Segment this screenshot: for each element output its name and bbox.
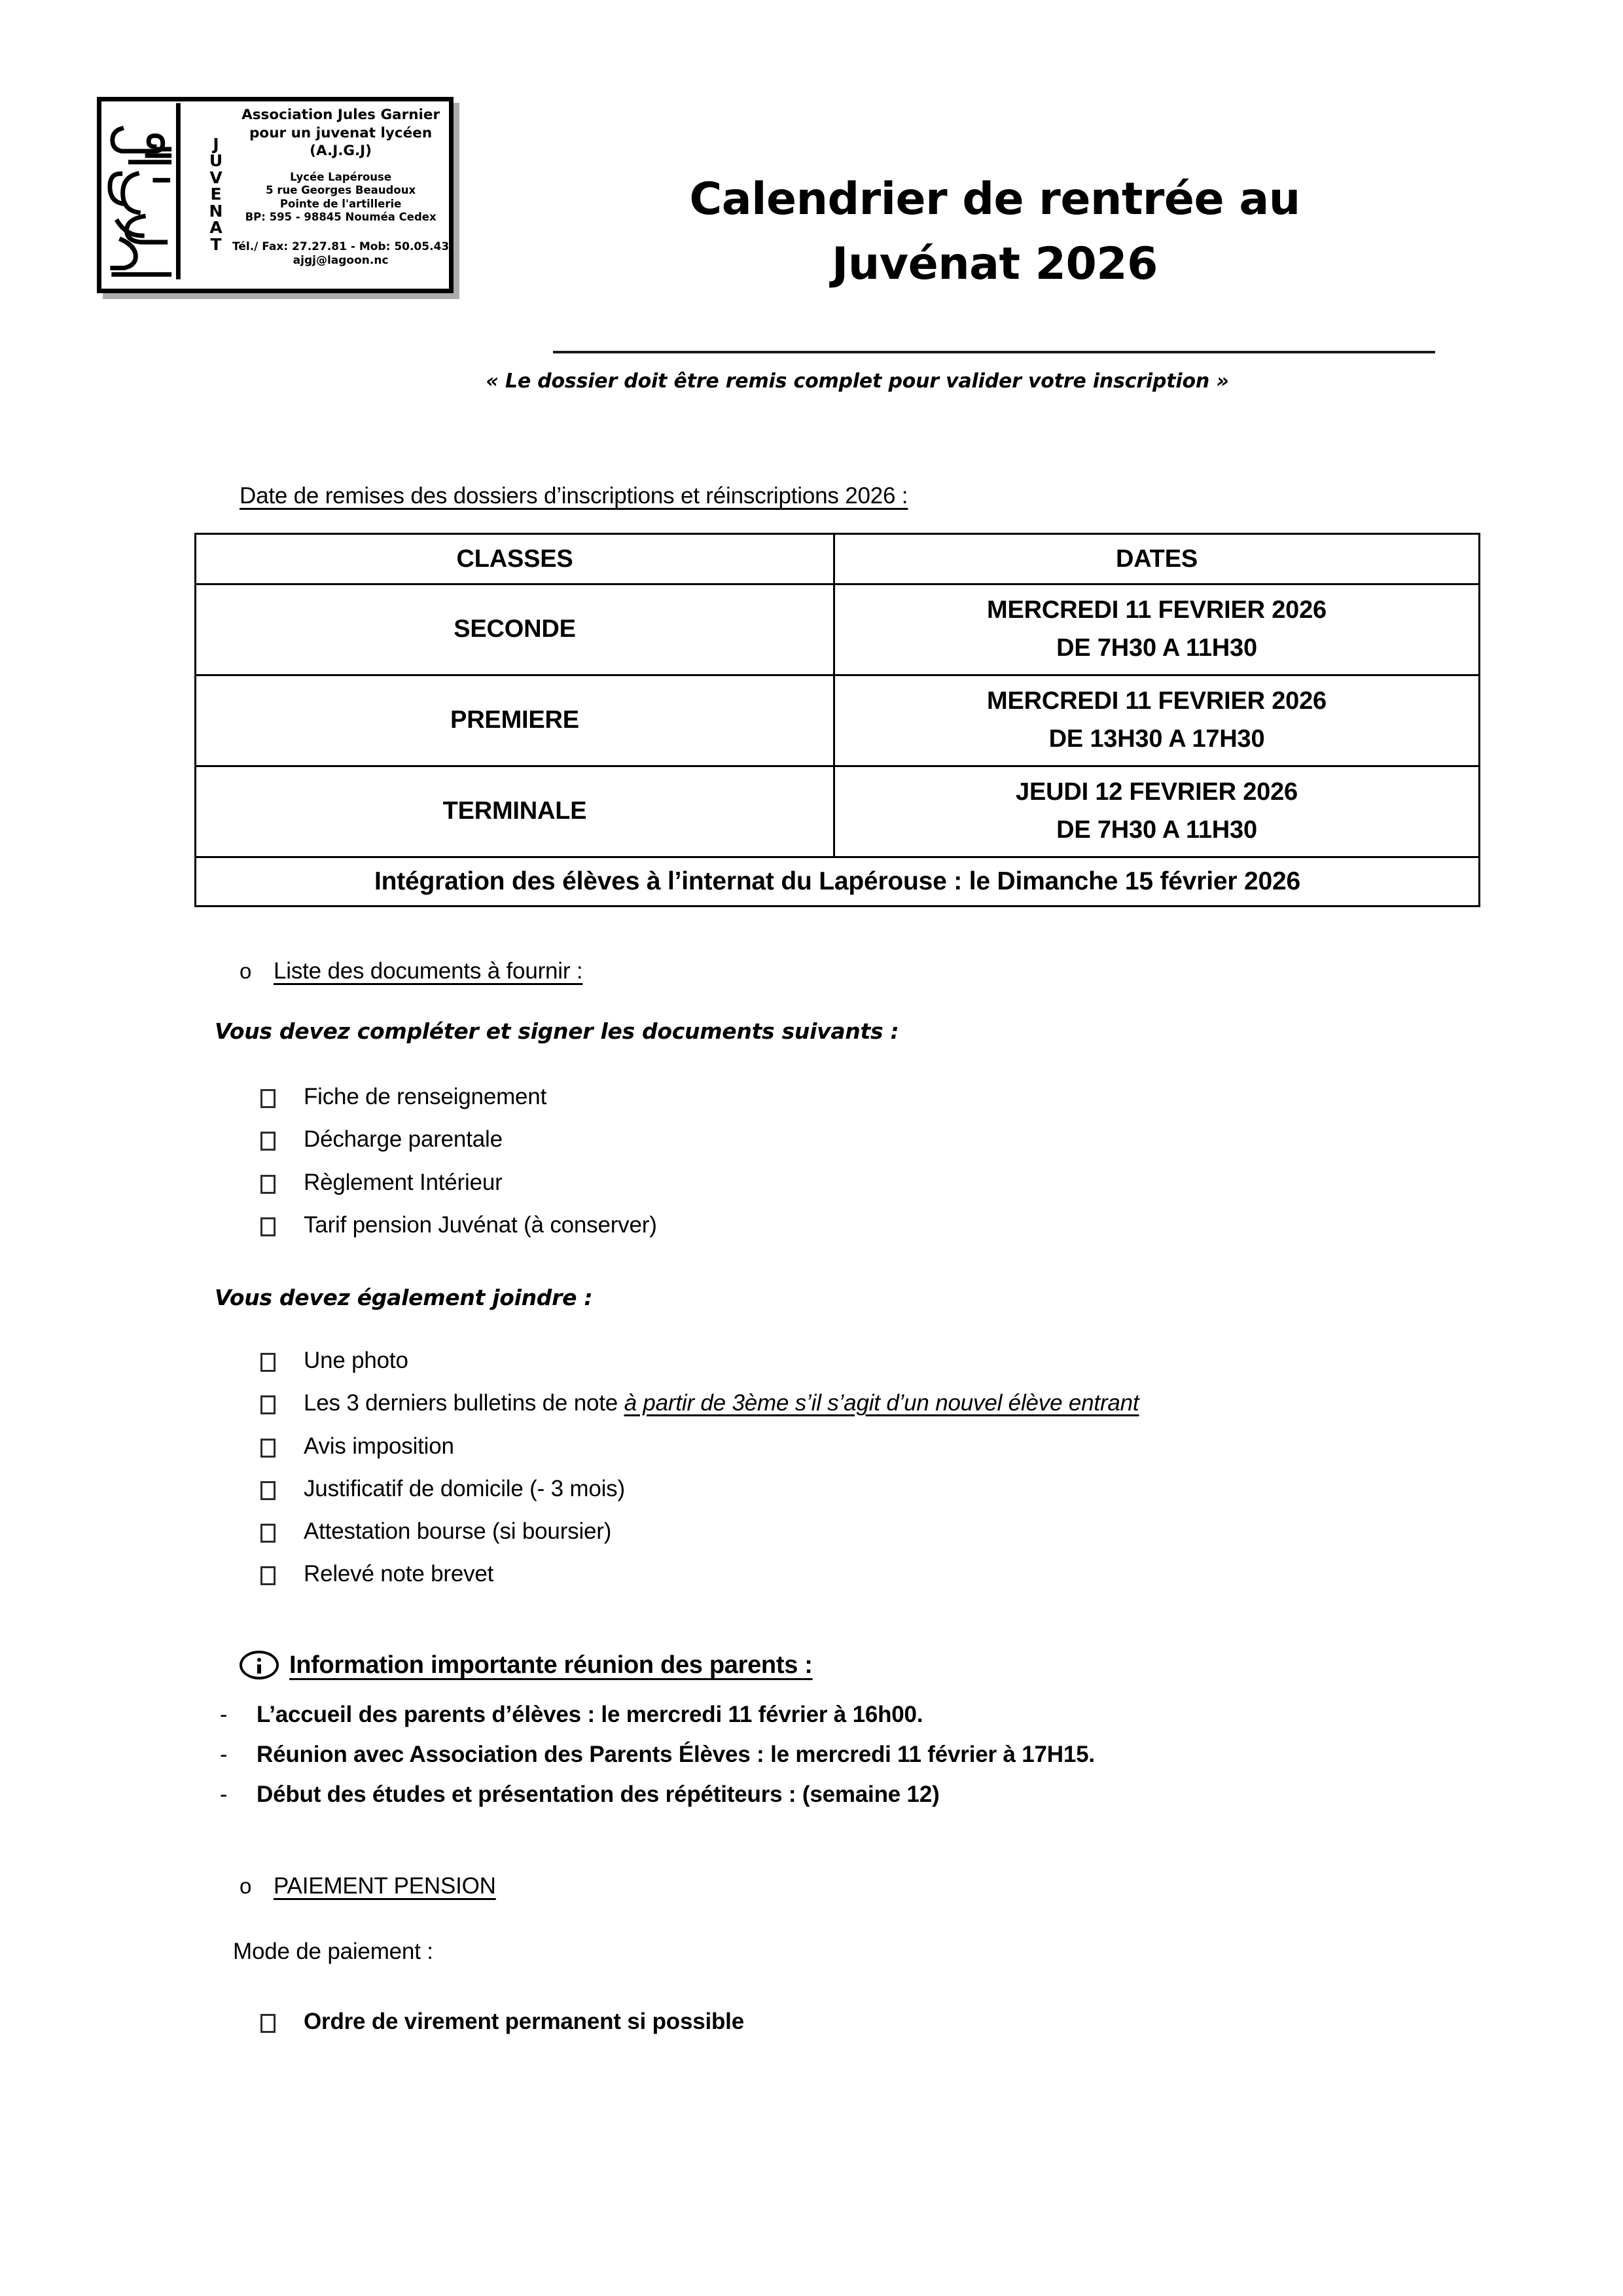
payment-methods-list	[260, 2008, 744, 2051]
section-documents-label: Liste des documents à fournir :	[274, 958, 583, 984]
checkbox-icon[interactable]	[260, 1126, 304, 1151]
logo-email-line: ajgj@lagoon.nc	[293, 253, 389, 267]
list-item-label: Ordre de virement permanent si possible	[304, 2009, 744, 2034]
logo-text-block	[231, 101, 454, 289]
section-payment-heading	[240, 1873, 496, 1899]
table-row	[196, 675, 1480, 766]
cell-classe: SECONDE	[196, 584, 834, 675]
logo-letter: J	[213, 134, 219, 154]
payment-mode-label: Mode de paiement :	[233, 1939, 433, 1964]
table-row	[196, 766, 1480, 857]
logo-org-line-1: Association Jules Garnier	[241, 107, 440, 123]
column-header-dates: DATES	[834, 534, 1480, 584]
list-item	[260, 1126, 657, 1153]
list-item	[220, 1702, 1095, 1728]
list-item	[260, 1211, 657, 1238]
checkbox-icon[interactable]	[260, 1518, 304, 1543]
list-item-label: Début des études et présentation des répétiteurs : (semaine 12)	[257, 1782, 940, 1807]
cell-date-line-1: MERCREDI 11 FEVRIER 2026	[987, 687, 1327, 715]
table-header-row	[196, 534, 1480, 584]
checkbox-icon[interactable]	[260, 1347, 304, 1372]
information-list	[220, 1702, 1095, 1821]
cell-classe: PREMIERE	[196, 675, 834, 766]
document-header	[0, 0, 1623, 419]
information-heading	[240, 1651, 813, 1679]
checkbox-icon[interactable]	[260, 1083, 304, 1108]
checkbox-icon[interactable]	[260, 1560, 304, 1585]
checkbox-icon[interactable]	[260, 2008, 304, 2033]
list-item-label: Décharge parentale	[304, 1126, 503, 1153]
documents-group2-list	[260, 1347, 1139, 1604]
circle-bullet-icon: o	[240, 1874, 252, 1898]
cell-date	[834, 584, 1480, 675]
list-item-label: Relevé note brevet	[304, 1561, 494, 1587]
cell-date-line-2: DE 7H30 A 11H30	[1056, 634, 1257, 662]
logo-address-line-3: Pointe de l'artillerie	[279, 197, 402, 210]
logo-letter: T	[210, 234, 222, 254]
dash-bullet-icon: -	[220, 1702, 228, 1727]
cell-integration-note: Intégration des élèves à l’internat du Lapérouse : le Dimanche 15 février 2026	[196, 857, 1480, 906]
list-item	[260, 1560, 1139, 1587]
page-title	[553, 167, 1436, 297]
page-title-line-1: Calendrier de rentrée au	[689, 173, 1300, 225]
list-item	[260, 1390, 1139, 1416]
list-item	[260, 2008, 744, 2035]
list-item	[260, 1518, 1139, 1545]
logo-vertical-word	[201, 101, 231, 289]
logo-letter: U	[209, 151, 223, 171]
checkbox-icon[interactable]	[260, 1390, 304, 1414]
circle-bullet-icon: o	[240, 959, 252, 983]
list-item-label: Règlement Intérieur	[304, 1169, 503, 1195]
schedule-intro: Date de remises des dossiers d’inscriptions et réinscriptions 2026 :	[240, 483, 908, 509]
cell-date-line-1: JEUDI 12 FEVRIER 2026	[1016, 778, 1298, 806]
list-item-label: Attestation bourse (si boursier)	[304, 1518, 612, 1545]
page-subtitle: « Le dossier doit être remis complet pour valider votre inscription »	[486, 370, 1229, 393]
logo-letter: E	[210, 185, 222, 204]
title-divider	[553, 351, 1435, 353]
kanak-totem-glyph-icon	[101, 101, 201, 289]
page-title-line-2: Juvénat 2026	[832, 238, 1158, 291]
list-item-label: Réunion avec Association des Parents Élèves : le mercredi 11 février à 17H15.	[257, 1742, 1095, 1767]
section-documents-heading	[240, 958, 582, 984]
dash-bullet-icon: -	[220, 1782, 228, 1807]
cell-date	[834, 675, 1480, 766]
logo-letter: N	[209, 201, 223, 221]
association-logo-card	[97, 97, 454, 293]
cell-date	[834, 766, 1480, 857]
list-item-emphasis: à partir de 3ème s’il s’agit d’un nouvel élève entrant	[624, 1390, 1139, 1416]
cell-classe: TERMINALE	[196, 766, 834, 857]
cell-date-line-2: DE 7H30 A 11H30	[1056, 816, 1257, 844]
list-item	[260, 1475, 1139, 1502]
checkbox-icon[interactable]	[260, 1169, 304, 1194]
list-item-label: Fiche de renseignement	[304, 1084, 547, 1109]
list-item	[220, 1742, 1095, 1768]
logo-abbreviation: (A.J.G.J)	[310, 143, 372, 160]
logo-address-line-1: Lycée Lapérouse	[290, 170, 392, 183]
logo-letter: V	[209, 168, 223, 187]
list-item	[220, 1782, 1095, 1808]
column-header-classes: CLASSES	[196, 534, 834, 584]
list-item-label: Avis imposition	[304, 1433, 454, 1459]
checkbox-icon[interactable]	[260, 1433, 304, 1458]
logo-address-line-4: BP: 595 - 98845 Nouméa Cedex	[245, 210, 437, 223]
cell-date-line-2: DE 13H30 A 17H30	[1048, 725, 1265, 753]
info-circle-icon	[240, 1651, 279, 1679]
checkbox-icon[interactable]	[260, 1475, 304, 1500]
list-item-label: L’accueil des parents d’élèves : le mercredi 11 février à 16h00.	[257, 1702, 923, 1727]
documents-group2-lead: Vous devez également joindre :	[215, 1285, 593, 1310]
logo-phone-line: Tél./ Fax: 27.27.81 - Mob: 50.05.43	[232, 240, 450, 254]
table-row	[196, 584, 1480, 675]
logo-org-line-2: pour un juvenat lycéen	[249, 124, 433, 141]
table-row-integration	[196, 857, 1480, 906]
logo-address-line-2: 5 rue Georges Beaudoux	[266, 184, 416, 197]
list-item-label: Une photo	[304, 1348, 408, 1373]
list-item	[260, 1169, 657, 1196]
list-item-label: Justificatif de domicile (- 3 mois)	[304, 1475, 625, 1501]
schedule-table	[194, 533, 1480, 907]
list-item-label: Les 3 derniers bulletins de note à partir de 3ème s’il s’agit d’un nouvel élève entrant	[304, 1390, 1139, 1416]
logo-letter: A	[209, 218, 223, 238]
dash-bullet-icon: -	[220, 1742, 228, 1767]
cell-date-line-1: MERCREDI 11 FEVRIER 2026	[987, 596, 1327, 624]
documents-group1-lead: Vous devez compléter et signer les documents suivants :	[215, 1018, 899, 1044]
list-item	[260, 1083, 657, 1110]
section-payment-label: PAIEMENT PENSION	[274, 1873, 496, 1899]
list-item	[260, 1347, 1139, 1374]
list-item	[260, 1433, 1139, 1460]
documents-group1-list	[260, 1083, 657, 1254]
list-item-label: Tarif pension Juvénat (à conserver)	[304, 1211, 657, 1238]
information-title: Information importante réunion des parents :	[289, 1651, 813, 1679]
checkbox-icon[interactable]	[260, 1211, 304, 1236]
